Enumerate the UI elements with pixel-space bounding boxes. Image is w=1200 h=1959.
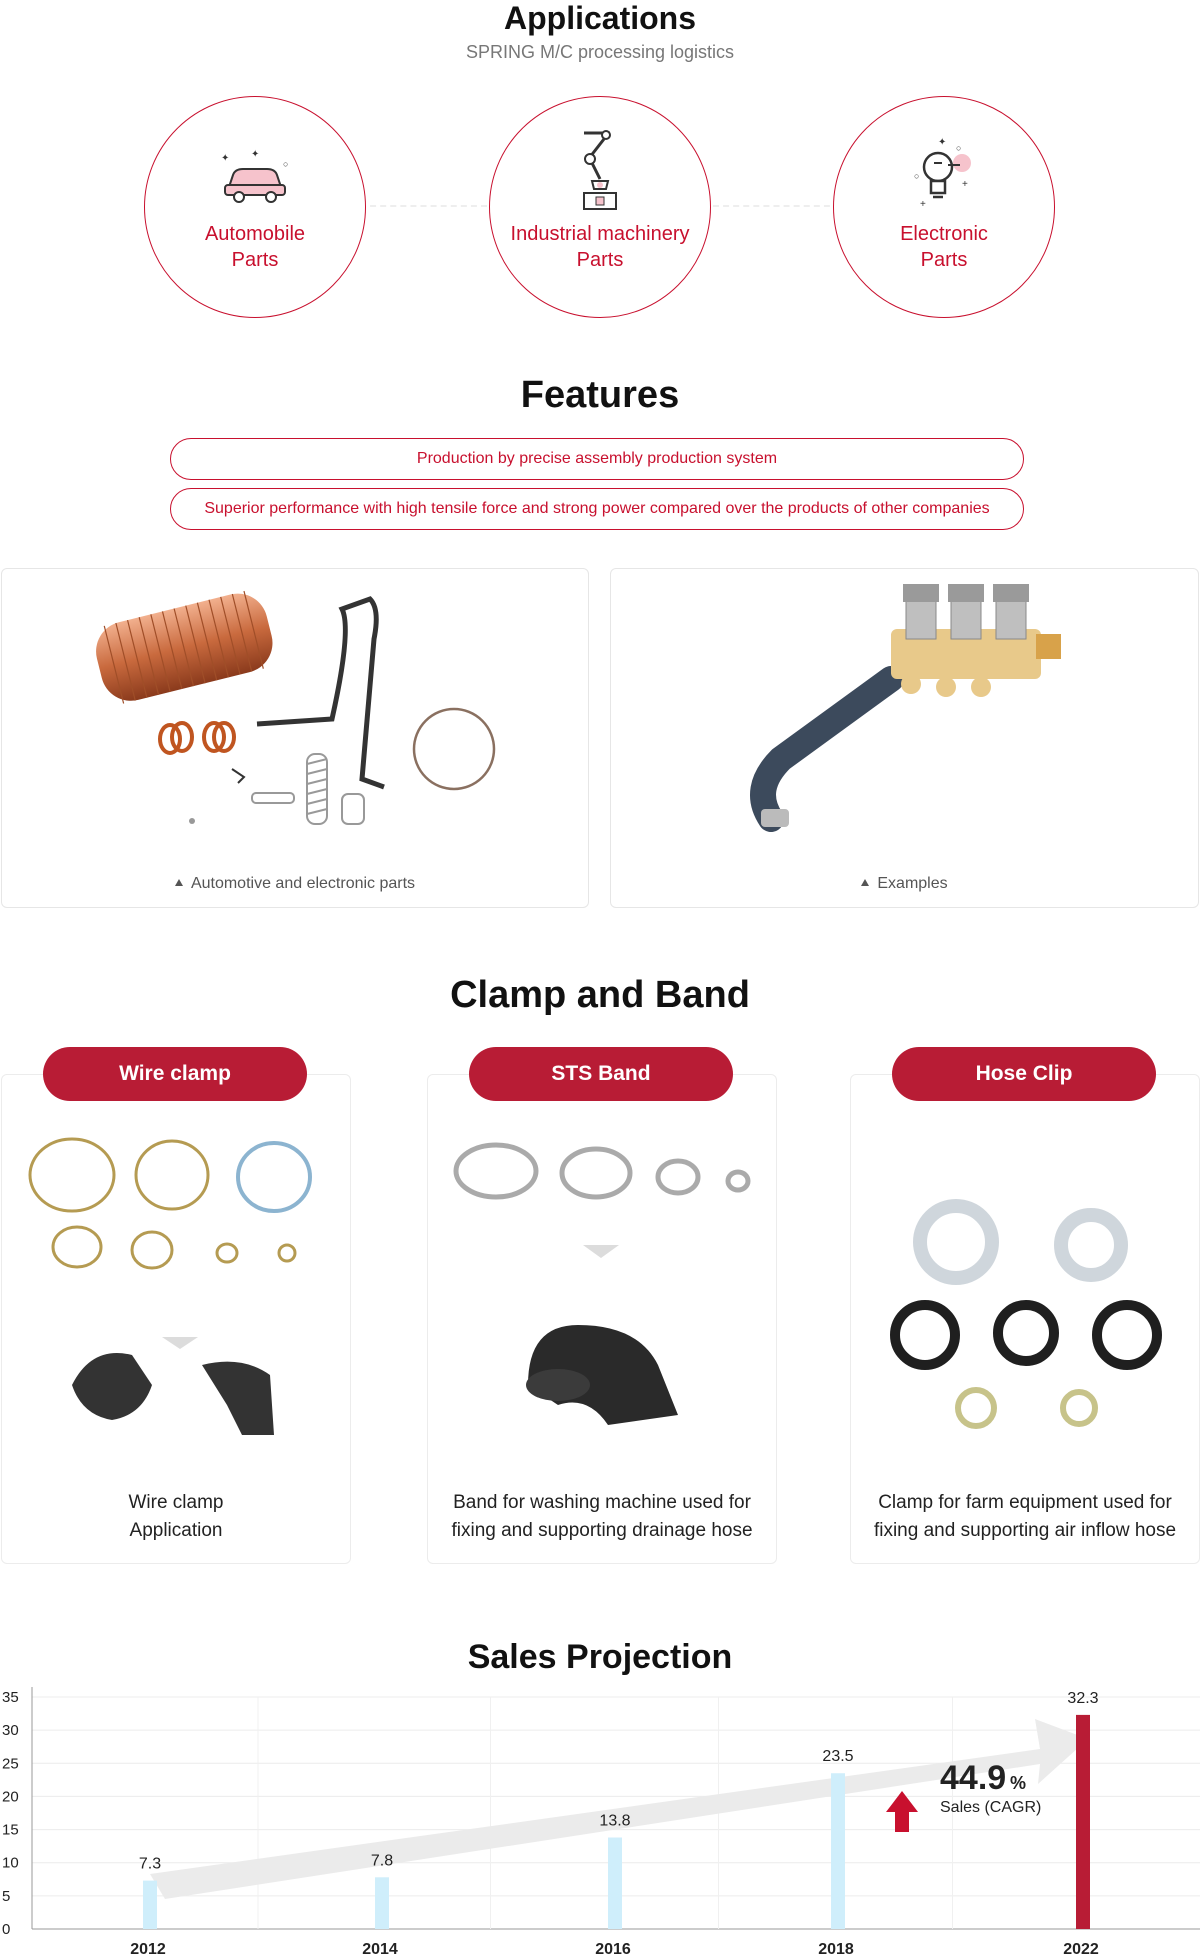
x-tick-label: 2018 bbox=[818, 1941, 854, 1958]
svg-text:✦: ✦ bbox=[938, 137, 947, 148]
value-label: 13.8 bbox=[599, 1812, 631, 1830]
cagr-unit: % bbox=[1010, 1773, 1027, 1793]
down-arrow-icon bbox=[162, 1337, 198, 1349]
clamp-desc-line1: Band for washing machine used for bbox=[453, 1492, 751, 1513]
svg-text:+: + bbox=[962, 179, 968, 190]
application-label-line1: Automobile bbox=[204, 223, 306, 245]
x-tick-label: 2022 bbox=[1063, 1941, 1099, 1958]
sales-chart bbox=[0, 1629, 1200, 1959]
clamp-desc-line1: Wire clamp bbox=[128, 1492, 224, 1513]
bar-2012 bbox=[143, 1881, 157, 1929]
tab-hose-clip[interactable]: Hose Clip bbox=[892, 1047, 1156, 1101]
springs-photo bbox=[2, 569, 590, 859]
y-axis-labels bbox=[2, 1689, 19, 1938]
application-label-line1: Electronic bbox=[900, 223, 988, 245]
hose-clip-photo bbox=[851, 1115, 1200, 1445]
sts-band-photo bbox=[428, 1115, 778, 1445]
svg-text:○: ○ bbox=[283, 159, 289, 169]
feature-pill: Superior performance with high tensile force and strong power compared over the products of other companies bbox=[170, 488, 1024, 530]
clamp-desc-line2: fixing and supporting air inflow hose bbox=[873, 1520, 1177, 1541]
tab-sts-band[interactable]: STS Band bbox=[469, 1047, 733, 1101]
applications-subtitle: SPRING M/C processing logistics bbox=[465, 42, 735, 62]
image-card-examples bbox=[610, 568, 1199, 908]
up-arrow-icon bbox=[886, 1791, 918, 1832]
x-tick-label: 2012 bbox=[130, 1941, 166, 1958]
triangle-up-icon bbox=[861, 879, 869, 886]
tab-wire-clamp[interactable]: Wire clamp bbox=[43, 1047, 307, 1101]
svg-text:✦: ✦ bbox=[221, 153, 230, 164]
caption-text: Examples bbox=[877, 875, 948, 892]
value-label: 7.3 bbox=[138, 1855, 162, 1873]
x-axis-labels bbox=[130, 1941, 1099, 1958]
car-icon bbox=[215, 147, 295, 207]
bar-2022 bbox=[1076, 1715, 1090, 1929]
image-caption bbox=[611, 875, 1198, 893]
caption-text: Automotive and electronic parts bbox=[190, 875, 416, 892]
svg-text:✦: ✦ bbox=[251, 149, 260, 160]
feature-pill: Production by precise assembly production system bbox=[170, 438, 1024, 480]
y-tick-label: 10 bbox=[2, 1854, 19, 1872]
light-bulb-icon bbox=[904, 135, 984, 215]
applications-title: Applications bbox=[503, 0, 696, 36]
x-tick-label: 2014 bbox=[362, 1941, 398, 1958]
clamp-desc-line2: Application bbox=[129, 1520, 223, 1541]
image-card-automotive bbox=[1, 568, 589, 908]
y-tick-label: 25 bbox=[2, 1755, 19, 1773]
value-label: 23.5 bbox=[822, 1748, 854, 1766]
valve-hose-photo bbox=[611, 569, 1200, 859]
clamp-band-title: Clamp and Band bbox=[450, 974, 750, 1016]
y-tick-label: 20 bbox=[2, 1788, 19, 1806]
value-label: 32.3 bbox=[1067, 1689, 1099, 1707]
application-label-line2: Parts bbox=[231, 249, 279, 271]
application-electronic bbox=[833, 96, 1055, 318]
triangle-up-icon bbox=[175, 879, 183, 886]
clamp-card-sts bbox=[427, 1074, 777, 1564]
down-arrow-icon bbox=[583, 1245, 619, 1258]
cagr-label: Sales (CAGR) bbox=[940, 1799, 1042, 1816]
bar-2018 bbox=[831, 1773, 845, 1929]
clamp-desc-line2: fixing and supporting drainage hose bbox=[451, 1520, 753, 1541]
y-tick-label: 0 bbox=[2, 1921, 11, 1938]
svg-text:+: + bbox=[920, 199, 926, 210]
y-tick-label: 5 bbox=[2, 1887, 11, 1905]
clamp-card-wire bbox=[1, 1074, 351, 1564]
y-tick-label: 35 bbox=[2, 1689, 19, 1706]
y-tick-label: 30 bbox=[2, 1722, 19, 1740]
bar-2016 bbox=[608, 1838, 622, 1929]
clamp-card-hose bbox=[850, 1074, 1200, 1564]
bar-2014 bbox=[375, 1877, 389, 1929]
application-label-line2: Parts bbox=[576, 249, 624, 271]
svg-text:○: ○ bbox=[956, 143, 962, 153]
application-automobile bbox=[144, 96, 366, 318]
image-caption bbox=[2, 875, 588, 893]
robot-arm-icon bbox=[570, 127, 630, 213]
x-tick-label: 2016 bbox=[595, 1941, 631, 1958]
sales-title: Sales Projection bbox=[467, 1638, 733, 1676]
y-tick-label: 15 bbox=[2, 1821, 19, 1839]
svg-text:○: ○ bbox=[914, 171, 920, 181]
cagr-value: 44.9 bbox=[940, 1759, 1007, 1797]
application-label-line2: Parts bbox=[920, 249, 968, 271]
features-title: Features bbox=[520, 374, 680, 416]
wire-clamp-photo bbox=[2, 1115, 352, 1445]
application-label-line1: Industrial machinery bbox=[510, 223, 690, 245]
clamp-desc-line1: Clamp for farm equipment used for bbox=[878, 1492, 1172, 1513]
value-label: 7.8 bbox=[370, 1852, 394, 1870]
application-industrial bbox=[489, 96, 711, 318]
